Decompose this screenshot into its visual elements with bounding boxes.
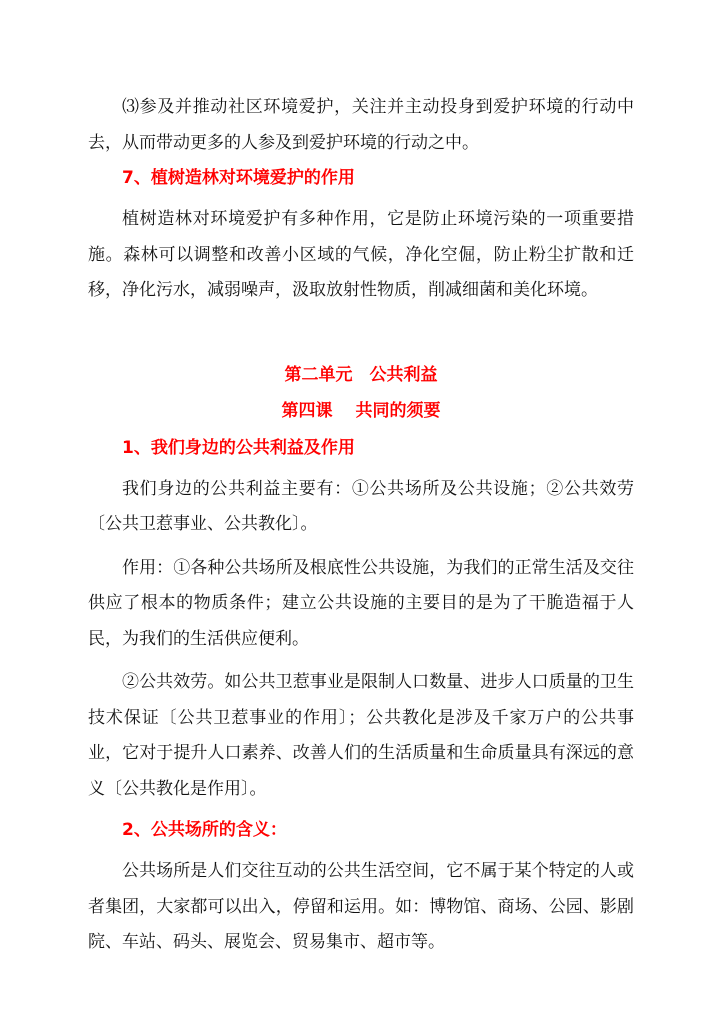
heading-public-interest: 1、我们身边的公共利益及作用	[122, 437, 355, 458]
paragraph-function: 作用：①各种公共场所及根底性公共设施，为我们的正常生活及交往供应了根本的物质条件；建立公共设施的主要目的是为了干脆造福于人民，为我们的生活供应便利。	[88, 557, 634, 649]
unit-title: 第二单元 公共利益	[284, 364, 438, 385]
heading-afforestation: 7、植树造林对环境爱护的作用	[122, 168, 355, 188]
paragraph-afforestation: 植树造林对环境爱护有多种作用，它是防止环境污染的一项重要措施。森林可以调整和改善小区域的气候，净化空倔，防止粉尘扩散和迁移，净化污水，减弱噪声，汲取放射性物质，削减细菌和美化环境。	[88, 209, 634, 300]
spacer	[88, 317, 634, 357]
heading-public-places: 2、公共场所的含义：	[122, 820, 287, 840]
paragraph-public-interest: 我们身边的公共利益主要有：①公共场所及公共设施；②公共效劳〔公共卫惹事业、公共教化〕。	[88, 478, 634, 534]
lesson-title: 第四课 共同的须要	[281, 400, 441, 421]
paragraph-public-service: ②公共效劳。如公共卫惹事业是限制人口数量、进步人口质量的卫生技术保证〔公共卫惹事业的作用〕；公共教化是涉及千家万户的公共事业，它对于提升人口素养、改善人们的生活质量和生命质量具有深远的意义〔公共教化是作用〕。	[88, 672, 634, 799]
paragraph-public-places: 公共场所是人们交往互动的公共生活空间，它不属于某个特定的人或者集团，大家都可以出入，停留和运用。如：博物馆、商场、公园、影剧院、车站、码头、展览会、贸易集市、超市等。	[88, 861, 634, 952]
paragraph-community-participation: ⑶参及并推动社区环境爱护，关注并主动投身到爱护环境的行动中去，从而带动更多的人参及到爱护环境的行动之中。	[88, 97, 634, 153]
